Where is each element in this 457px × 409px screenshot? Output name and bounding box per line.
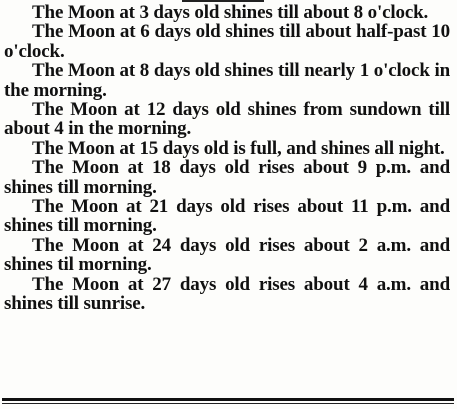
paragraph-moon-6-days: The Moon at 6 days old shines till about half-past 10 o'clock. [4,21,450,62]
moon-phase-text-column [4,3,450,314]
paragraph-moon-12-days: The Moon at 12 days old shines from sundown till about 4 in the morning. [4,99,450,140]
paragraph-moon-24-days: The Moon at 24 days old rises about 2 a.m. and shines til morning. [4,234,450,276]
paragraph-moon-8-days: The Moon at 8 days old shines till nearly 1 o'clock in the morning. [4,60,450,101]
paragraph-moon-27-days: The Moon at 27 days old rises about 4 a.m. and shines till sunrise. [4,273,450,315]
paragraph-moon-3-days: The Moon at 3 days old shines till about 8 o'clock. [32,2,429,23]
bottom-thin-rule [2,403,454,404]
paragraph-moon-21-days: The Moon at 21 days old rises about 11 p.m. and shines till morning. [4,196,450,237]
paragraph-moon-15-days: The Moon at 15 days old is full, and shines all night. [32,137,445,159]
paragraph-moon-18-days: The Moon at 18 days old rises about 9 p.m. and shines till morning. [4,157,450,198]
bottom-thick-rule [2,398,454,401]
